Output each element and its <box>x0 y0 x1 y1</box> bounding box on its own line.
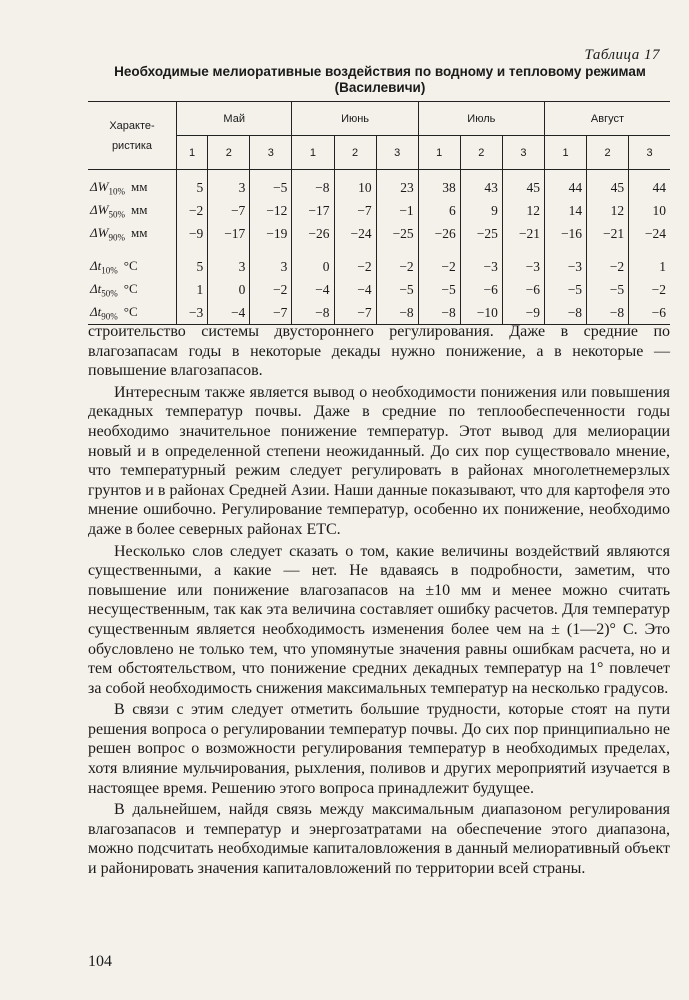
value-cell: 44 <box>544 170 586 200</box>
table-row <box>88 301 670 325</box>
value-cell: −21 <box>587 222 629 245</box>
row-symbol: Δt <box>90 280 102 296</box>
row-unit: мм <box>130 201 148 217</box>
row-symbol: Δt <box>90 303 102 319</box>
gap-cell <box>292 245 334 255</box>
value-cell: 9 <box>460 199 502 222</box>
value-cell: 6 <box>418 199 460 222</box>
value-cell: −6 <box>460 278 502 301</box>
gap-cell <box>250 245 292 255</box>
row-unit: мм <box>130 224 148 240</box>
value-cell: −9 <box>177 222 208 245</box>
value-cell: −8 <box>544 301 586 325</box>
decade-header: 2 <box>208 136 250 170</box>
value-cell: −6 <box>502 278 544 301</box>
row-unit: °C <box>123 303 138 319</box>
month-header: Июль <box>418 102 544 136</box>
body-text <box>88 322 670 879</box>
table-row <box>88 222 670 245</box>
row-gap <box>88 245 670 255</box>
row-symbol: ΔW <box>90 201 109 217</box>
decade-header: 3 <box>376 136 418 170</box>
month-header: Август <box>544 102 670 136</box>
value-cell: −25 <box>376 222 418 245</box>
value-cell: 12 <box>502 199 544 222</box>
value-cell: −2 <box>418 255 460 278</box>
value-cell: −7 <box>334 199 376 222</box>
data-table <box>88 101 670 325</box>
value-cell: −2 <box>250 278 292 301</box>
value-cell: −5 <box>250 170 292 200</box>
value-cell: −17 <box>208 222 250 245</box>
decade-header: 1 <box>418 136 460 170</box>
value-cell: −5 <box>376 278 418 301</box>
row-symbol: ΔW <box>90 178 109 194</box>
row-subscript: 50% <box>101 288 118 299</box>
table-caption: Необходимые мелиоративные воздействия по водному и тепловому режимам (Василевичи) <box>114 64 646 95</box>
table-row <box>88 278 670 301</box>
value-cell: 12 <box>587 199 629 222</box>
row-unit: мм <box>130 178 148 194</box>
row-unit: °C <box>123 257 138 273</box>
value-cell: −2 <box>376 255 418 278</box>
value-cell: −8 <box>376 301 418 325</box>
table-body <box>88 170 670 325</box>
decade-header: 1 <box>544 136 586 170</box>
value-cell: −1 <box>376 199 418 222</box>
decade-header: 1 <box>177 136 208 170</box>
value-cell: −5 <box>418 278 460 301</box>
characteristic-header-label: Характе- ристика <box>109 119 155 152</box>
value-cell: −3 <box>502 255 544 278</box>
value-cell: 14 <box>544 199 586 222</box>
value-cell: −7 <box>334 301 376 325</box>
table-number-label: Таблица 17 <box>584 47 660 63</box>
decade-header: 1 <box>292 136 334 170</box>
gap-cell <box>629 245 670 255</box>
value-cell: −6 <box>629 301 670 325</box>
value-cell: −26 <box>292 222 334 245</box>
decade-header: 2 <box>334 136 376 170</box>
paragraph: Интересным также является вывод о необходимости понижения или повышения декадных температур почвы. Даже в средние по теплообеспеченности годы необходимо значительное понижение температур. Этот вывод для мелиорации новый и в определенной степени неожиданный. До сих пор существовало мнение, что температурный режим следует регулировать в районах многолетнемерзлых грунтов и в районах Средней Азии. Наши данные показывают, что для картофеля это мнение ошибочно. Регулирование температур, особенно их понижение, необходимо даже в более северных районах ЕТС. <box>88 383 670 538</box>
paragraph: Несколько слов следует сказать о том, какие величины воздействий являются существенными, а какие — нет. Не вдаваясь в подробности, заметим, что повышение или понижение влагозапасов на ±10 мм и менее можно считать несущественным, так как эта величина составляет ошибку расчетов. Для температур существенным является необходимость изменения более чем на ± (1—2)° С. Это обусловлено не только тем, что упомянутые значения равны ошибкам расчета, но и тем обстоятельством, что понижение средних декадных температур на 1° повлечет за собой необходимость снижения максимальных температур на несколько градусов. <box>88 542 670 697</box>
value-cell: 0 <box>292 255 334 278</box>
value-cell: 23 <box>376 170 418 200</box>
value-cell: 3 <box>250 255 292 278</box>
value-cell: 38 <box>418 170 460 200</box>
value-cell: −16 <box>544 222 586 245</box>
row-label <box>88 170 177 200</box>
gap-cell <box>460 245 502 255</box>
paragraph: В дальнейшем, найдя связь между максимальным диапазоном регулирования влагозапасов и температур и энергозатратами на обеспечение этого диапазона, можно подсчитать необходимые капиталовложения в данный мелиоративный объект и районировать значения капиталовложений по территории всей страны. <box>88 801 670 878</box>
value-cell: −8 <box>587 301 629 325</box>
paragraph: строительство системы двустороннего регулирования. Даже в средние по влагозапасам годы в некоторые декады нужно понижение, а в некоторые — повышение влагозапасов. <box>88 323 670 380</box>
value-cell: −4 <box>208 301 250 325</box>
value-cell: −26 <box>418 222 460 245</box>
value-cell: −24 <box>334 222 376 245</box>
value-cell: −2 <box>629 278 670 301</box>
gap-cell <box>334 245 376 255</box>
value-cell: −24 <box>629 222 670 245</box>
table-row <box>88 170 670 200</box>
value-cell: −3 <box>460 255 502 278</box>
gap-cell <box>376 245 418 255</box>
characteristic-header <box>88 102 177 170</box>
value-cell: 43 <box>460 170 502 200</box>
value-cell: −5 <box>544 278 586 301</box>
row-label <box>88 278 177 301</box>
value-cell: 45 <box>587 170 629 200</box>
decade-header: 2 <box>460 136 502 170</box>
value-cell: −2 <box>587 255 629 278</box>
value-cell: −12 <box>250 199 292 222</box>
decade-header: 3 <box>250 136 292 170</box>
value-cell: −17 <box>292 199 334 222</box>
month-header: Май <box>177 102 292 136</box>
value-cell: 5 <box>177 255 208 278</box>
row-label <box>88 222 177 245</box>
row-label <box>88 199 177 222</box>
row-symbol: ΔW <box>90 224 109 240</box>
gap-cell <box>587 245 629 255</box>
decade-header: 3 <box>502 136 544 170</box>
row-subscript: 10% <box>108 186 125 197</box>
value-cell: −21 <box>502 222 544 245</box>
paragraph: В связи с этим следует отметить большие трудности, которые стоят на пути решения вопроса о регулировании температур почвы. До сих пор принципиально не решен вопрос о возможности регулирования температур в необходимых пределах, хотя влияние мульчирования, рыхления, поливов и других мероприятий изучается в настоящее время. Решению этого вопроса принадлежит будущее. <box>88 701 670 797</box>
row-subscript: 10% <box>101 265 118 276</box>
value-cell: −8 <box>292 301 334 325</box>
value-cell: −9 <box>502 301 544 325</box>
value-cell: −7 <box>250 301 292 325</box>
gap-cell <box>177 245 208 255</box>
value-cell: 1 <box>629 255 670 278</box>
value-cell: −4 <box>292 278 334 301</box>
month-header: Июнь <box>292 102 418 136</box>
value-cell: −5 <box>587 278 629 301</box>
value-cell: 5 <box>177 170 208 200</box>
page-number: 104 <box>88 953 112 970</box>
row-label <box>88 255 177 278</box>
value-cell: −2 <box>334 255 376 278</box>
row-subscript: 90% <box>101 311 118 322</box>
value-cell: 44 <box>629 170 670 200</box>
value-cell: 10 <box>334 170 376 200</box>
gap-cell <box>418 245 460 255</box>
value-cell: 0 <box>208 278 250 301</box>
gap-cell <box>502 245 544 255</box>
value-cell: 1 <box>177 278 208 301</box>
value-cell: −19 <box>250 222 292 245</box>
gap-cell <box>544 245 586 255</box>
gap-cell <box>208 245 250 255</box>
value-cell: −8 <box>292 170 334 200</box>
value-cell: −3 <box>177 301 208 325</box>
value-cell: −10 <box>460 301 502 325</box>
row-subscript: 90% <box>108 232 125 243</box>
value-cell: 10 <box>629 199 670 222</box>
table-row <box>88 199 670 222</box>
decade-header: 2 <box>587 136 629 170</box>
row-label <box>88 301 177 325</box>
value-cell: −3 <box>544 255 586 278</box>
value-cell: −2 <box>177 199 208 222</box>
value-cell: −7 <box>208 199 250 222</box>
value-cell: 3 <box>208 170 250 200</box>
value-cell: 3 <box>208 255 250 278</box>
value-cell: −25 <box>460 222 502 245</box>
value-cell: −8 <box>418 301 460 325</box>
value-cell: 45 <box>502 170 544 200</box>
table-row <box>88 255 670 278</box>
row-subscript: 50% <box>108 209 125 220</box>
row-symbol: Δt <box>90 257 102 273</box>
decade-header: 3 <box>629 136 670 170</box>
value-cell: −4 <box>334 278 376 301</box>
gap-cell <box>88 245 177 255</box>
row-unit: °C <box>123 280 138 296</box>
